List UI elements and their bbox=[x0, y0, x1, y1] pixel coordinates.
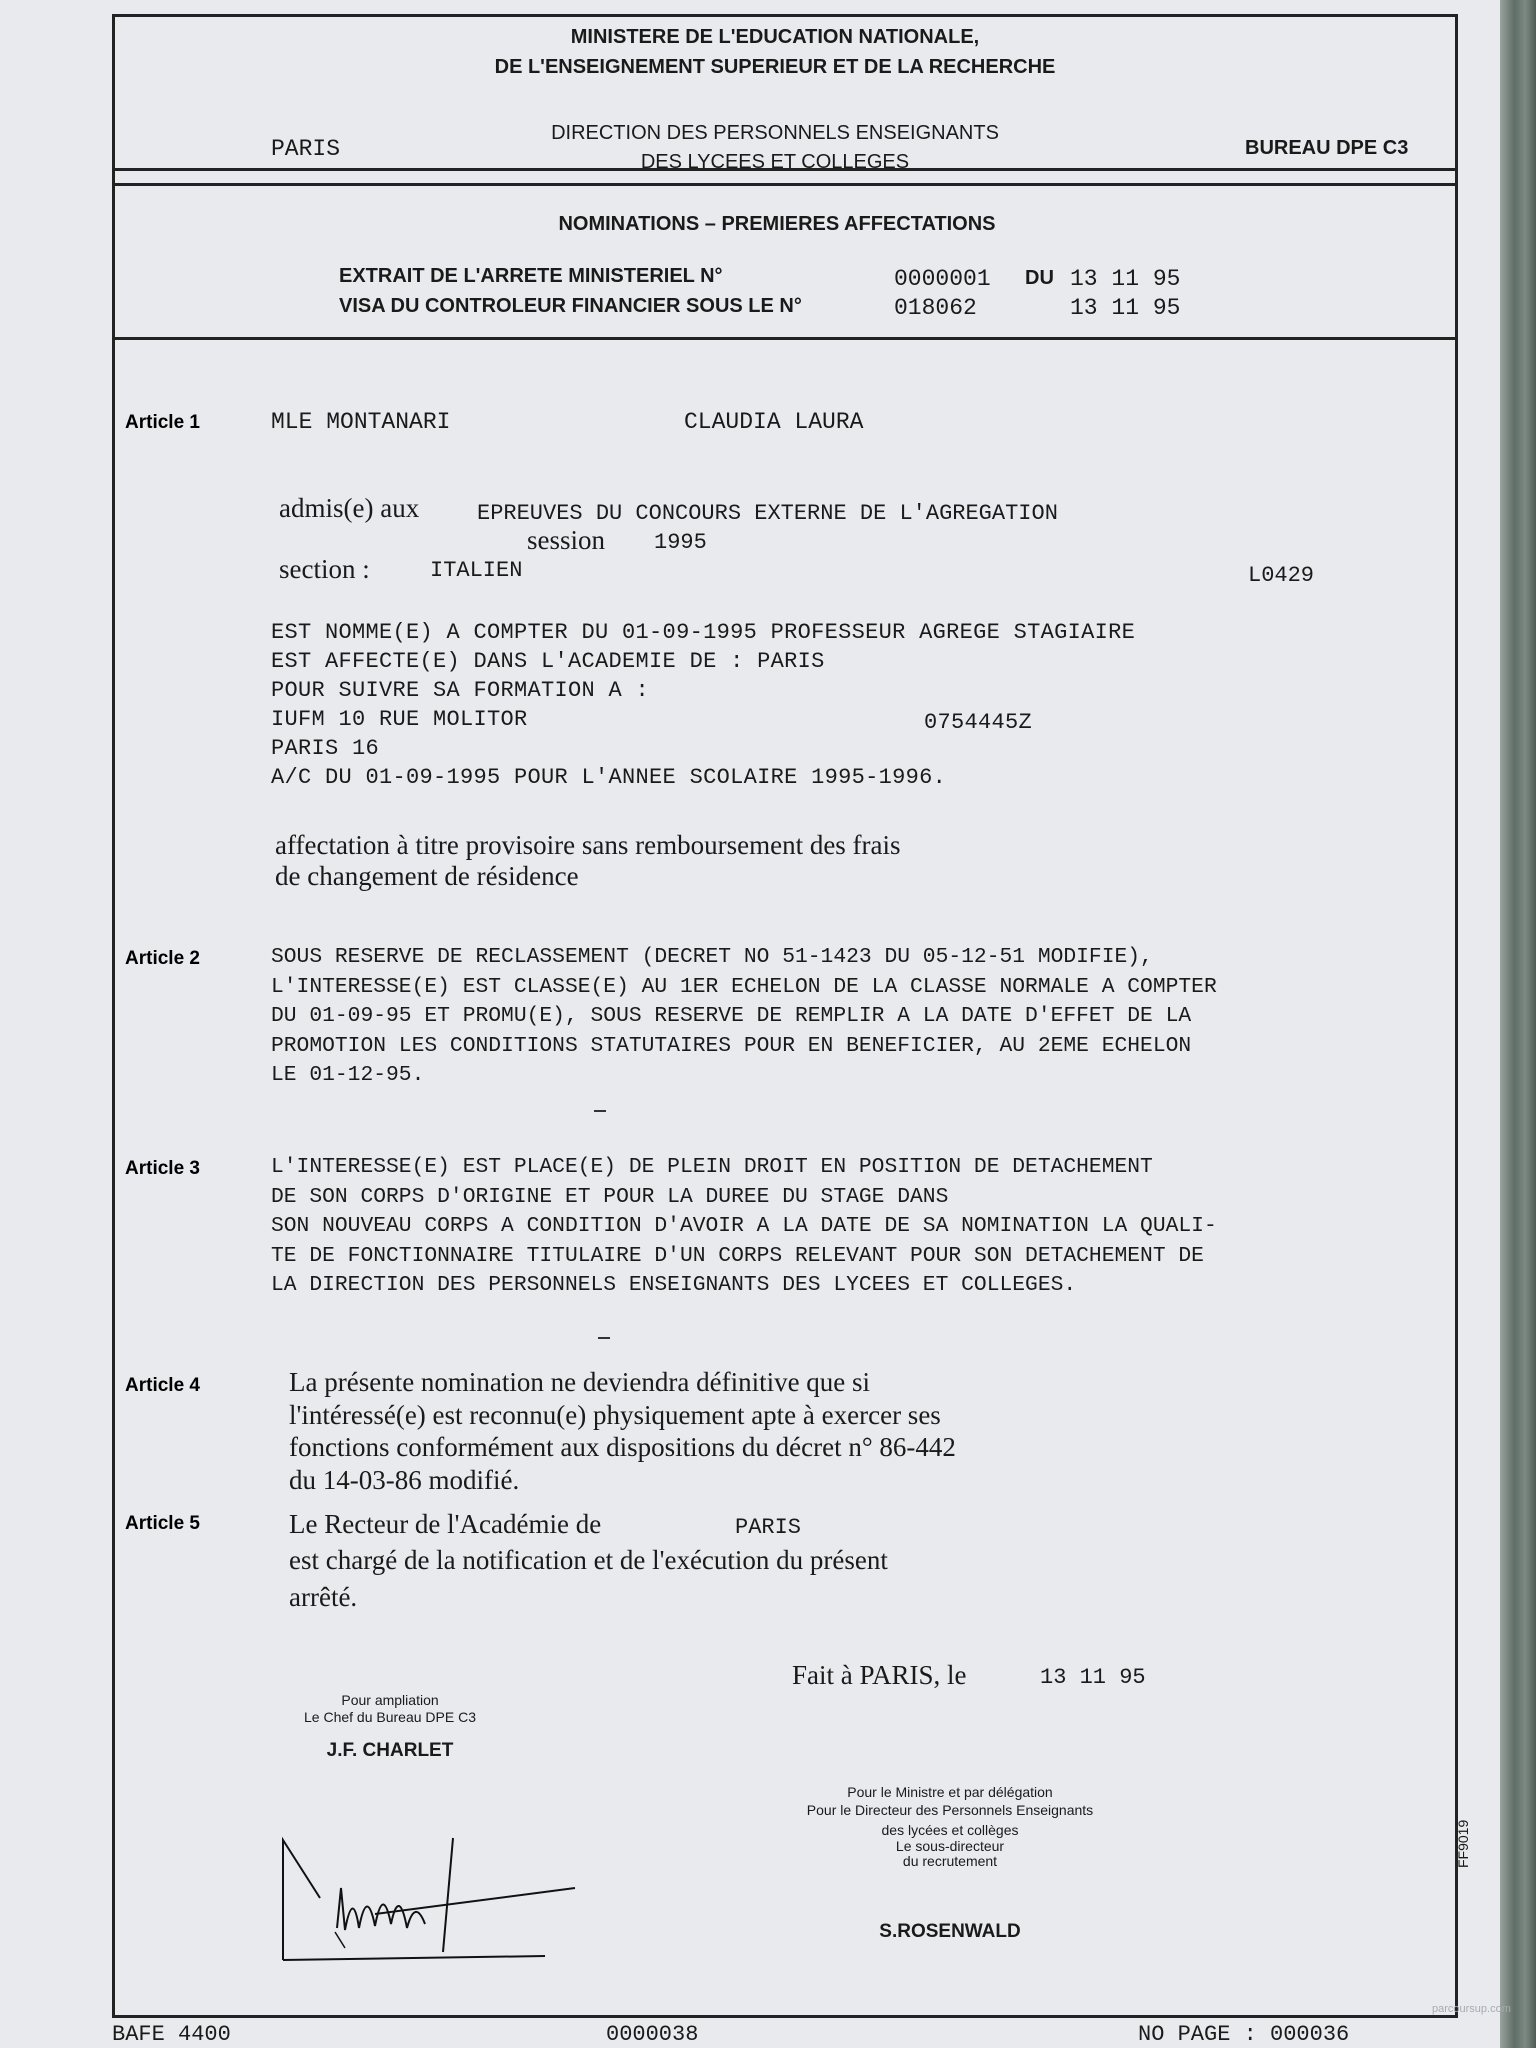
admis-label: admis(e) aux bbox=[279, 493, 420, 523]
article2-label: Article 2 bbox=[125, 948, 200, 969]
delegation-line2: Pour le Directeur des Personnels Enseignants bbox=[806, 1802, 1094, 1818]
article2-text: SOUS RESERVE DE RECLASSEMENT (DECRET NO 51-1423 DU 05-12-51 MODIFIE), L'INTERESSE(E) EST CLASSE(E) AU 1ER ECHELON DE LA CLASSE NORMALE A COMPTER DU 01-09-95 ET PROMU(E), SOUS RESERVE DE REMPLIR A LA DATE D'EFFET DE LA PROMOTION LES CONDITIONS STATUTAIRES POUR EN BENEFICIER, AU 2EME ECHELON LE 01-12-95. bbox=[271, 945, 1217, 1087]
affectation-note-line2: de changement de résidence bbox=[275, 861, 579, 891]
chef-name: J.F. CHARLET bbox=[326, 1740, 454, 1761]
direction-line2: DES LYCEES ET COLLEGES bbox=[640, 151, 910, 173]
visa-number: 018062 bbox=[894, 295, 977, 321]
ministry-line1: MINISTERE DE L'EDUCATION NATIONALE, bbox=[570, 26, 980, 48]
nominations-divider bbox=[112, 337, 1458, 340]
delegation-line4: Le sous-directeur bbox=[895, 1838, 1005, 1854]
footer-left: BAFE 4400 bbox=[112, 2022, 231, 2047]
footer-right: NO PAGE : 000036 bbox=[1138, 2022, 1350, 2047]
article5-line1: Le Recteur de l'Académie de bbox=[289, 1509, 602, 1539]
article3-text: L'INTERESSE(E) EST PLACE(E) DE PLEIN DROIT EN POSITION DE DETACHEMENT DE SON CORPS D'ORIGINE ET POUR LA DUREE DU STAGE DANS SON NOUVEAU CORPS A CONDITION D'AVOIR A LA DATE DE SA NOMINATION LA QUALI- TE DE FONCTIONNAIRE TITULAIRE D'UN CORPS RELEVANT POUR SON DETACHEMENT DE LA DIRECTION DES PERSONNELS ENSEIGNANTS DES LYCEES ET COLLEGES. bbox=[271, 1155, 1217, 1297]
signature-drawing bbox=[275, 1828, 595, 1968]
header-city: PARIS bbox=[271, 136, 341, 162]
person-title-name: MLE MONTANARI bbox=[271, 409, 451, 435]
article1-line3: POUR SUIVRE SA FORMATION A : bbox=[271, 678, 650, 703]
article4-text: La présente nomination ne deviendra définitive que si l'intéressé(e) est reconnu(e) physiquement apte à exercer ses fonctions conformément aux dispositions du décret n° 86-442 du 14-03-86 modifié. bbox=[289, 1367, 956, 1495]
article1-label: Article 1 bbox=[125, 412, 200, 433]
watermark: parcoursup.com bbox=[1432, 2003, 1511, 2015]
extrait-number: 0000001 bbox=[894, 266, 991, 292]
article4-label: Article 4 bbox=[125, 1375, 200, 1396]
ampliation-line2: Le Chef du Bureau DPE C3 bbox=[304, 1709, 476, 1725]
establishment-code: 0754445Z bbox=[924, 710, 1033, 735]
article1-line2: EST AFFECTE(E) DANS L'ACADEMIE DE : PARIS bbox=[271, 649, 825, 674]
footer-center: 0000038 bbox=[606, 2022, 699, 2047]
article1-line4: IUFM 10 RUE MOLITOR bbox=[271, 707, 528, 732]
section-code: L0429 bbox=[1248, 563, 1315, 588]
nominations-title: NOMINATIONS – PREMIERES AFFECTATIONS bbox=[558, 213, 996, 235]
extrait-label: EXTRAIT DE L'ARRETE MINISTERIEL N° bbox=[339, 265, 723, 287]
dash-mark bbox=[598, 1337, 610, 1339]
du-label: DU bbox=[1025, 267, 1054, 289]
section-label: section : bbox=[279, 554, 370, 584]
article5-line2: est chargé de la notification et de l'exécution du présent bbox=[289, 1545, 888, 1575]
side-code: FF9019 bbox=[1455, 1819, 1471, 1868]
fait-date: 13 11 95 bbox=[1040, 1665, 1146, 1690]
article5-academie: PARIS bbox=[735, 1515, 802, 1540]
delegation-line1: Pour le Ministre et par délégation bbox=[847, 1784, 1053, 1800]
header-divider-2 bbox=[112, 183, 1458, 186]
article1-line5: PARIS 16 bbox=[271, 736, 380, 761]
article5-line3: arrêté. bbox=[289, 1582, 358, 1612]
visa-date: 13 11 95 bbox=[1070, 295, 1181, 321]
dash-mark bbox=[594, 1110, 606, 1112]
background-edge bbox=[1500, 0, 1536, 2048]
ministry-line2: DE L'ENSEIGNEMENT SUPERIEUR ET DE LA RECHERCHE bbox=[494, 56, 1056, 78]
section-value: ITALIEN bbox=[430, 558, 523, 583]
article5-label: Article 5 bbox=[125, 1513, 200, 1534]
session-label: session bbox=[527, 525, 606, 555]
affectation-note-line1: affectation à titre provisoire sans remboursement des frais bbox=[275, 830, 901, 860]
admis-value: EPREUVES DU CONCOURS EXTERNE DE L'AGREGATION bbox=[477, 501, 1058, 526]
delegation-line5: du recrutement bbox=[902, 1853, 998, 1869]
session-value: 1995 bbox=[654, 530, 707, 555]
article1-line1: EST NOMME(E) A COMPTER DU 01-09-1995 PROFESSEUR AGREGE STAGIAIRE bbox=[271, 620, 1136, 645]
extrait-date: 13 11 95 bbox=[1070, 266, 1181, 292]
article1-line6: A/C DU 01-09-1995 POUR L'ANNEE SCOLAIRE 1995-1996. bbox=[271, 765, 947, 790]
person-first-names: CLAUDIA LAURA bbox=[684, 409, 864, 435]
visa-label: VISA DU CONTROLEUR FINANCIER SOUS LE N° bbox=[339, 295, 802, 317]
header-bureau: BUREAU DPE C3 bbox=[1245, 137, 1409, 159]
article3-label: Article 3 bbox=[125, 1158, 200, 1179]
ampliation-line1: Pour ampliation bbox=[341, 1692, 439, 1708]
directeur-name: S.ROSENWALD bbox=[879, 1921, 1021, 1942]
direction-line1: DIRECTION DES PERSONNELS ENSEIGNANTS bbox=[551, 122, 999, 144]
fait-label: Fait à PARIS, le bbox=[792, 1660, 967, 1690]
delegation-line3: des lycées et collèges bbox=[881, 1822, 1019, 1838]
